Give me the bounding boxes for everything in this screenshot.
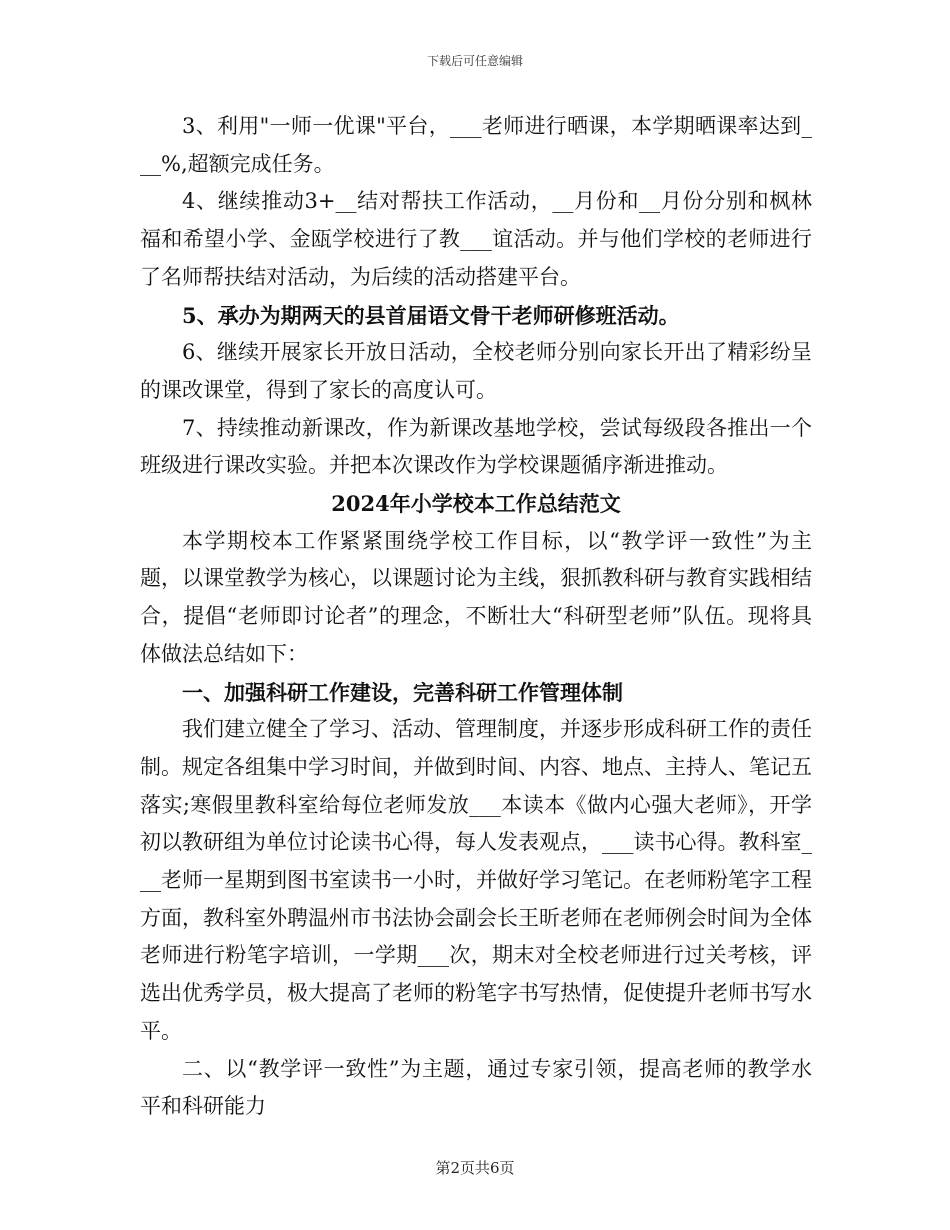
paragraph-item-5: 5、承办为期两天的县首届语文骨干老师研修班活动。 xyxy=(182,302,680,328)
intro-paragraph: 本学期校本工作紧紧围绕学校工作目标，以“教学评一致性”为主题，以课堂教学为核心，以课题讨论为主线，狠抓教科研与教育实践相结合，提倡“老师即讨论者”的理念，不断壮大“科研型老师”队伍。现将具体做法总结如下： xyxy=(140,528,812,666)
section-heading-2: 二、以“教学评一致性”为主题，通过专家引领，提高老师的教学水平和科研能力 xyxy=(140,1056,812,1119)
document-title: 2024年小学校本工作总结范文 xyxy=(331,491,621,517)
paragraph-item-4: 4、继续推动3+__结对帮扶工作活动，__月份和__月份分别和枫林福和希望小学、金瓯学校进行了教___谊活动。并与他们学校的老师进行了名师帮扶结对活动，为后续的活动搭建平台。 xyxy=(140,189,812,289)
document-body xyxy=(140,108,812,1126)
paragraph-item-3: 3、利用"一师一优课"平台，___老师进行晒课，本学期晒课率达到___%,超额完成任务。 xyxy=(140,114,812,176)
section-1-body: 我们建立健全了学习、活动、管理制度，并逐步形成科研工作的责任制。规定各组集中学习时间，并做到时间、内容、地点、主持人、笔记五落实;寒假里教科室给每位老师发放___本读本《做内心强大老师》，开学初以教研组为单位讨论读书心得，每人发表观点，___读书心得。教科室___老师一星期到图书室读书一小时，并做好学习笔记。在老师粉笔字工程方面，教科室外聘温州市书法协会副会长王昕老师在老师例会时间为全体老师进行粉笔字培训，一学期___次，期末对全校老师进行过关考核，评选出优秀学员，极大提高了老师的粉笔字书写热情，促使提升老师书写水平。 xyxy=(140,717,812,1043)
paragraph-item-6: 6、继续开展家长开放日活动，全校老师分别向家长开出了精彩纷呈的课改课堂，得到了家长的高度认可。 xyxy=(140,340,812,402)
page-header: 下载后可任意编辑 xyxy=(426,54,523,68)
paragraph-item-7: 7、持续推动新课改，作为新课改基地学校，尝试每级段各推出一个班级进行课改实验。并把本次课改作为学校课题循序渐进推动。 xyxy=(140,415,812,478)
section-heading-1: 一、加强科研工作建设，完善科研工作管理体制 xyxy=(182,679,623,705)
page-number-footer: 第2页共6页 xyxy=(435,1159,515,1177)
